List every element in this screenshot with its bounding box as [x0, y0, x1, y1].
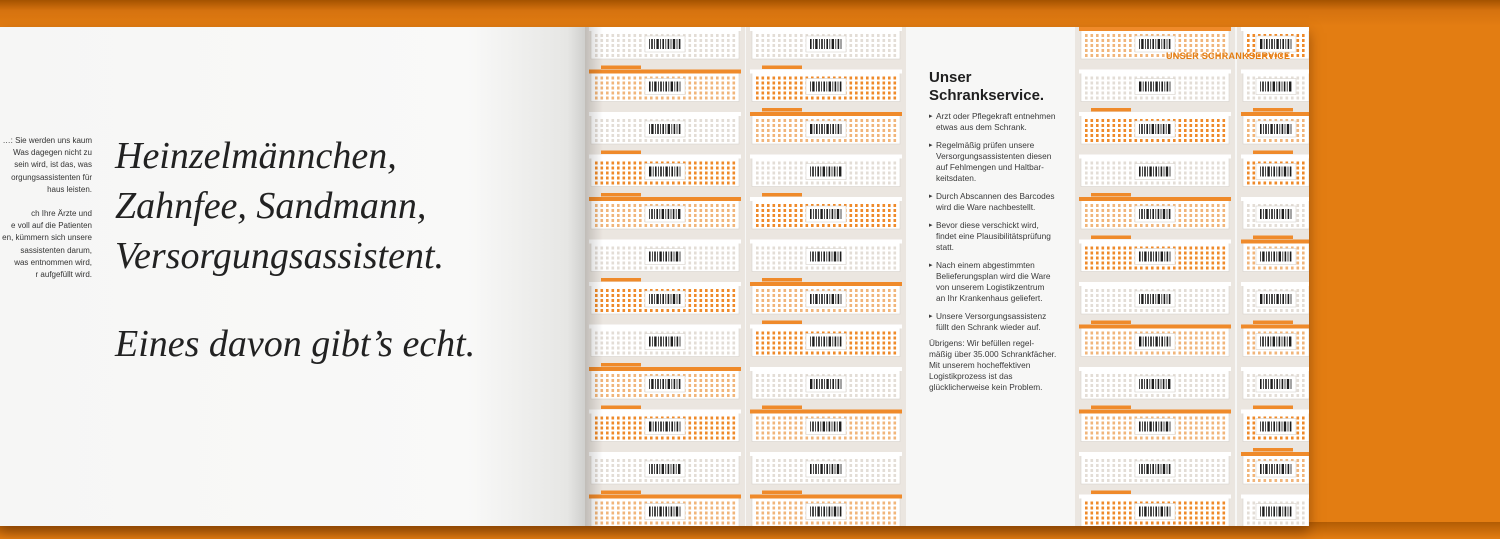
storage-bin — [1241, 367, 1309, 399]
text-line: ▸ Regelmäßig prüfen unsere — [936, 140, 1035, 150]
text-line: keitsdaten. — [936, 173, 977, 183]
storage-bin — [1079, 155, 1231, 187]
storage-bin — [589, 66, 741, 102]
info-column — [907, 27, 1075, 526]
text-line: Mit unserem hocheffektiven — [929, 360, 1031, 370]
text-line: was entnommen wird, — [14, 257, 92, 267]
text-line: an Ihr Krankenhaus geliefert. — [936, 293, 1043, 303]
text-line: ▸ Unsere Versorgungsassistenz — [936, 311, 1047, 321]
storage-bin — [1079, 282, 1231, 314]
storage-bin — [750, 240, 902, 272]
headline-line: Versorgungsassistent. — [115, 235, 445, 277]
storage-bin — [1241, 406, 1309, 442]
storage-bin — [1241, 108, 1309, 144]
storage-bin — [750, 406, 902, 442]
storage-bin — [1079, 321, 1231, 357]
service-step — [929, 111, 1064, 133]
storage-bin — [750, 193, 902, 229]
storage-bin — [750, 108, 902, 144]
text-line: statt. — [936, 242, 954, 252]
text-line: Was dagegen nicht zu — [13, 148, 92, 158]
text-line: mäßig über 35.000 Schrankfächer. — [929, 349, 1057, 359]
storage-bin — [750, 321, 902, 357]
intro-body-text — [0, 135, 92, 293]
text-line: auf Fehlmengen und Haltbar- — [936, 162, 1044, 172]
text-line: wird die Ware nachbestellt. — [936, 202, 1036, 212]
storage-bin — [589, 452, 741, 484]
headline — [115, 131, 444, 281]
tagline: Eines davon gibt’s echt. — [115, 323, 476, 365]
text-line: ▸ Bevor diese verschickt wird, — [936, 220, 1039, 230]
storage-bin — [1079, 108, 1231, 144]
storage-bin — [750, 66, 902, 102]
storage-bin — [589, 240, 741, 272]
storage-bin — [750, 278, 902, 314]
service-steps-list — [929, 111, 1064, 340]
text-line: Versorgungsassistenten diesen — [936, 151, 1052, 161]
storage-bin — [589, 363, 741, 399]
info-title — [929, 69, 1044, 105]
info-title-line: Unser — [929, 69, 972, 86]
storage-bin — [589, 151, 741, 187]
text-line: en, kümmern sich unsere — [2, 233, 92, 243]
text-line: ▸ Nach einem abgestimmten — [936, 260, 1035, 270]
info-note — [929, 338, 1064, 393]
storage-bin — [1241, 197, 1309, 229]
text-line: Übrigens: Wir befüllen regel- — [929, 338, 1035, 348]
text-line: …: Sie werden uns kaum — [2, 136, 92, 145]
storage-bin — [750, 155, 902, 187]
service-step — [929, 260, 1064, 304]
text-line: von unserem Logistikzentrum — [936, 282, 1045, 292]
intro-paragraph-1 — [0, 135, 92, 196]
text-line: etwas aus dem Schrank. — [936, 122, 1027, 132]
text-line: findet eine Plausibilitätsprüfung — [936, 231, 1051, 241]
storage-bin — [1079, 452, 1231, 484]
storage-bin — [1079, 367, 1231, 399]
service-step — [929, 311, 1064, 333]
text-line: e voll auf die Patienten — [11, 221, 92, 231]
intro-paragraph-2 — [0, 208, 92, 281]
storage-bin — [1241, 151, 1309, 187]
background-top-shadow — [0, 0, 1500, 26]
page-gutter-shadow — [585, 27, 603, 526]
text-line: ▸ Durch Abscannen des Barcodes — [936, 191, 1055, 201]
storage-bin — [750, 27, 902, 59]
storage-bin — [1241, 70, 1309, 102]
storage-bin — [1079, 406, 1231, 442]
text-line: glücklicherweise kein Problem. — [929, 382, 1043, 392]
storage-bin — [589, 27, 741, 59]
service-step — [929, 191, 1064, 213]
storage-bin — [1241, 448, 1309, 484]
text-line: haus leisten. — [47, 184, 92, 194]
storage-bin — [589, 491, 741, 527]
text-line: sassistenten darum, — [20, 245, 92, 255]
text-line: füllt den Schrank wieder auf. — [936, 322, 1041, 332]
storage-bin — [589, 278, 741, 314]
headline-line: Heinzelmännchen, — [115, 135, 397, 177]
service-step — [929, 140, 1064, 184]
storage-bin — [750, 491, 902, 527]
storage-bin — [1079, 70, 1231, 102]
storage-bin — [1241, 321, 1309, 357]
storage-bin — [750, 367, 902, 399]
text-line: ch Ihre Ärzte und — [31, 209, 92, 219]
storage-bin — [1079, 193, 1231, 229]
text-line: orgungsassistenten für — [11, 172, 92, 182]
text-line: sein wird, ist das, was — [14, 160, 92, 170]
storage-bin — [589, 325, 741, 357]
storage-bin — [1241, 236, 1309, 272]
storage-bin — [589, 193, 741, 229]
brochure-spread — [0, 27, 1309, 526]
storage-bin — [1079, 236, 1231, 272]
storage-bin — [1241, 282, 1309, 314]
service-step — [929, 220, 1064, 253]
storage-bin — [589, 406, 741, 442]
storage-bin — [1241, 495, 1309, 527]
section-label: UNSER SCHRANKSERVICE — [1166, 51, 1291, 61]
text-line: ▸ Arzt oder Pflegekraft entnehmen — [936, 111, 1056, 121]
text-line: r aufgefüllt wird. — [35, 270, 92, 280]
storage-bin — [750, 452, 902, 484]
headline-line: Zahnfee, Sandmann, — [115, 185, 427, 227]
text-line: Belieferungsplan wird die Ware — [936, 271, 1051, 281]
left-page — [0, 27, 585, 526]
text-line: Logistikprozess ist das — [929, 371, 1013, 381]
storage-bin — [1079, 491, 1231, 527]
info-title-line: Schrankservice. — [929, 87, 1045, 104]
right-page — [585, 27, 1309, 526]
storage-bin — [589, 112, 741, 144]
